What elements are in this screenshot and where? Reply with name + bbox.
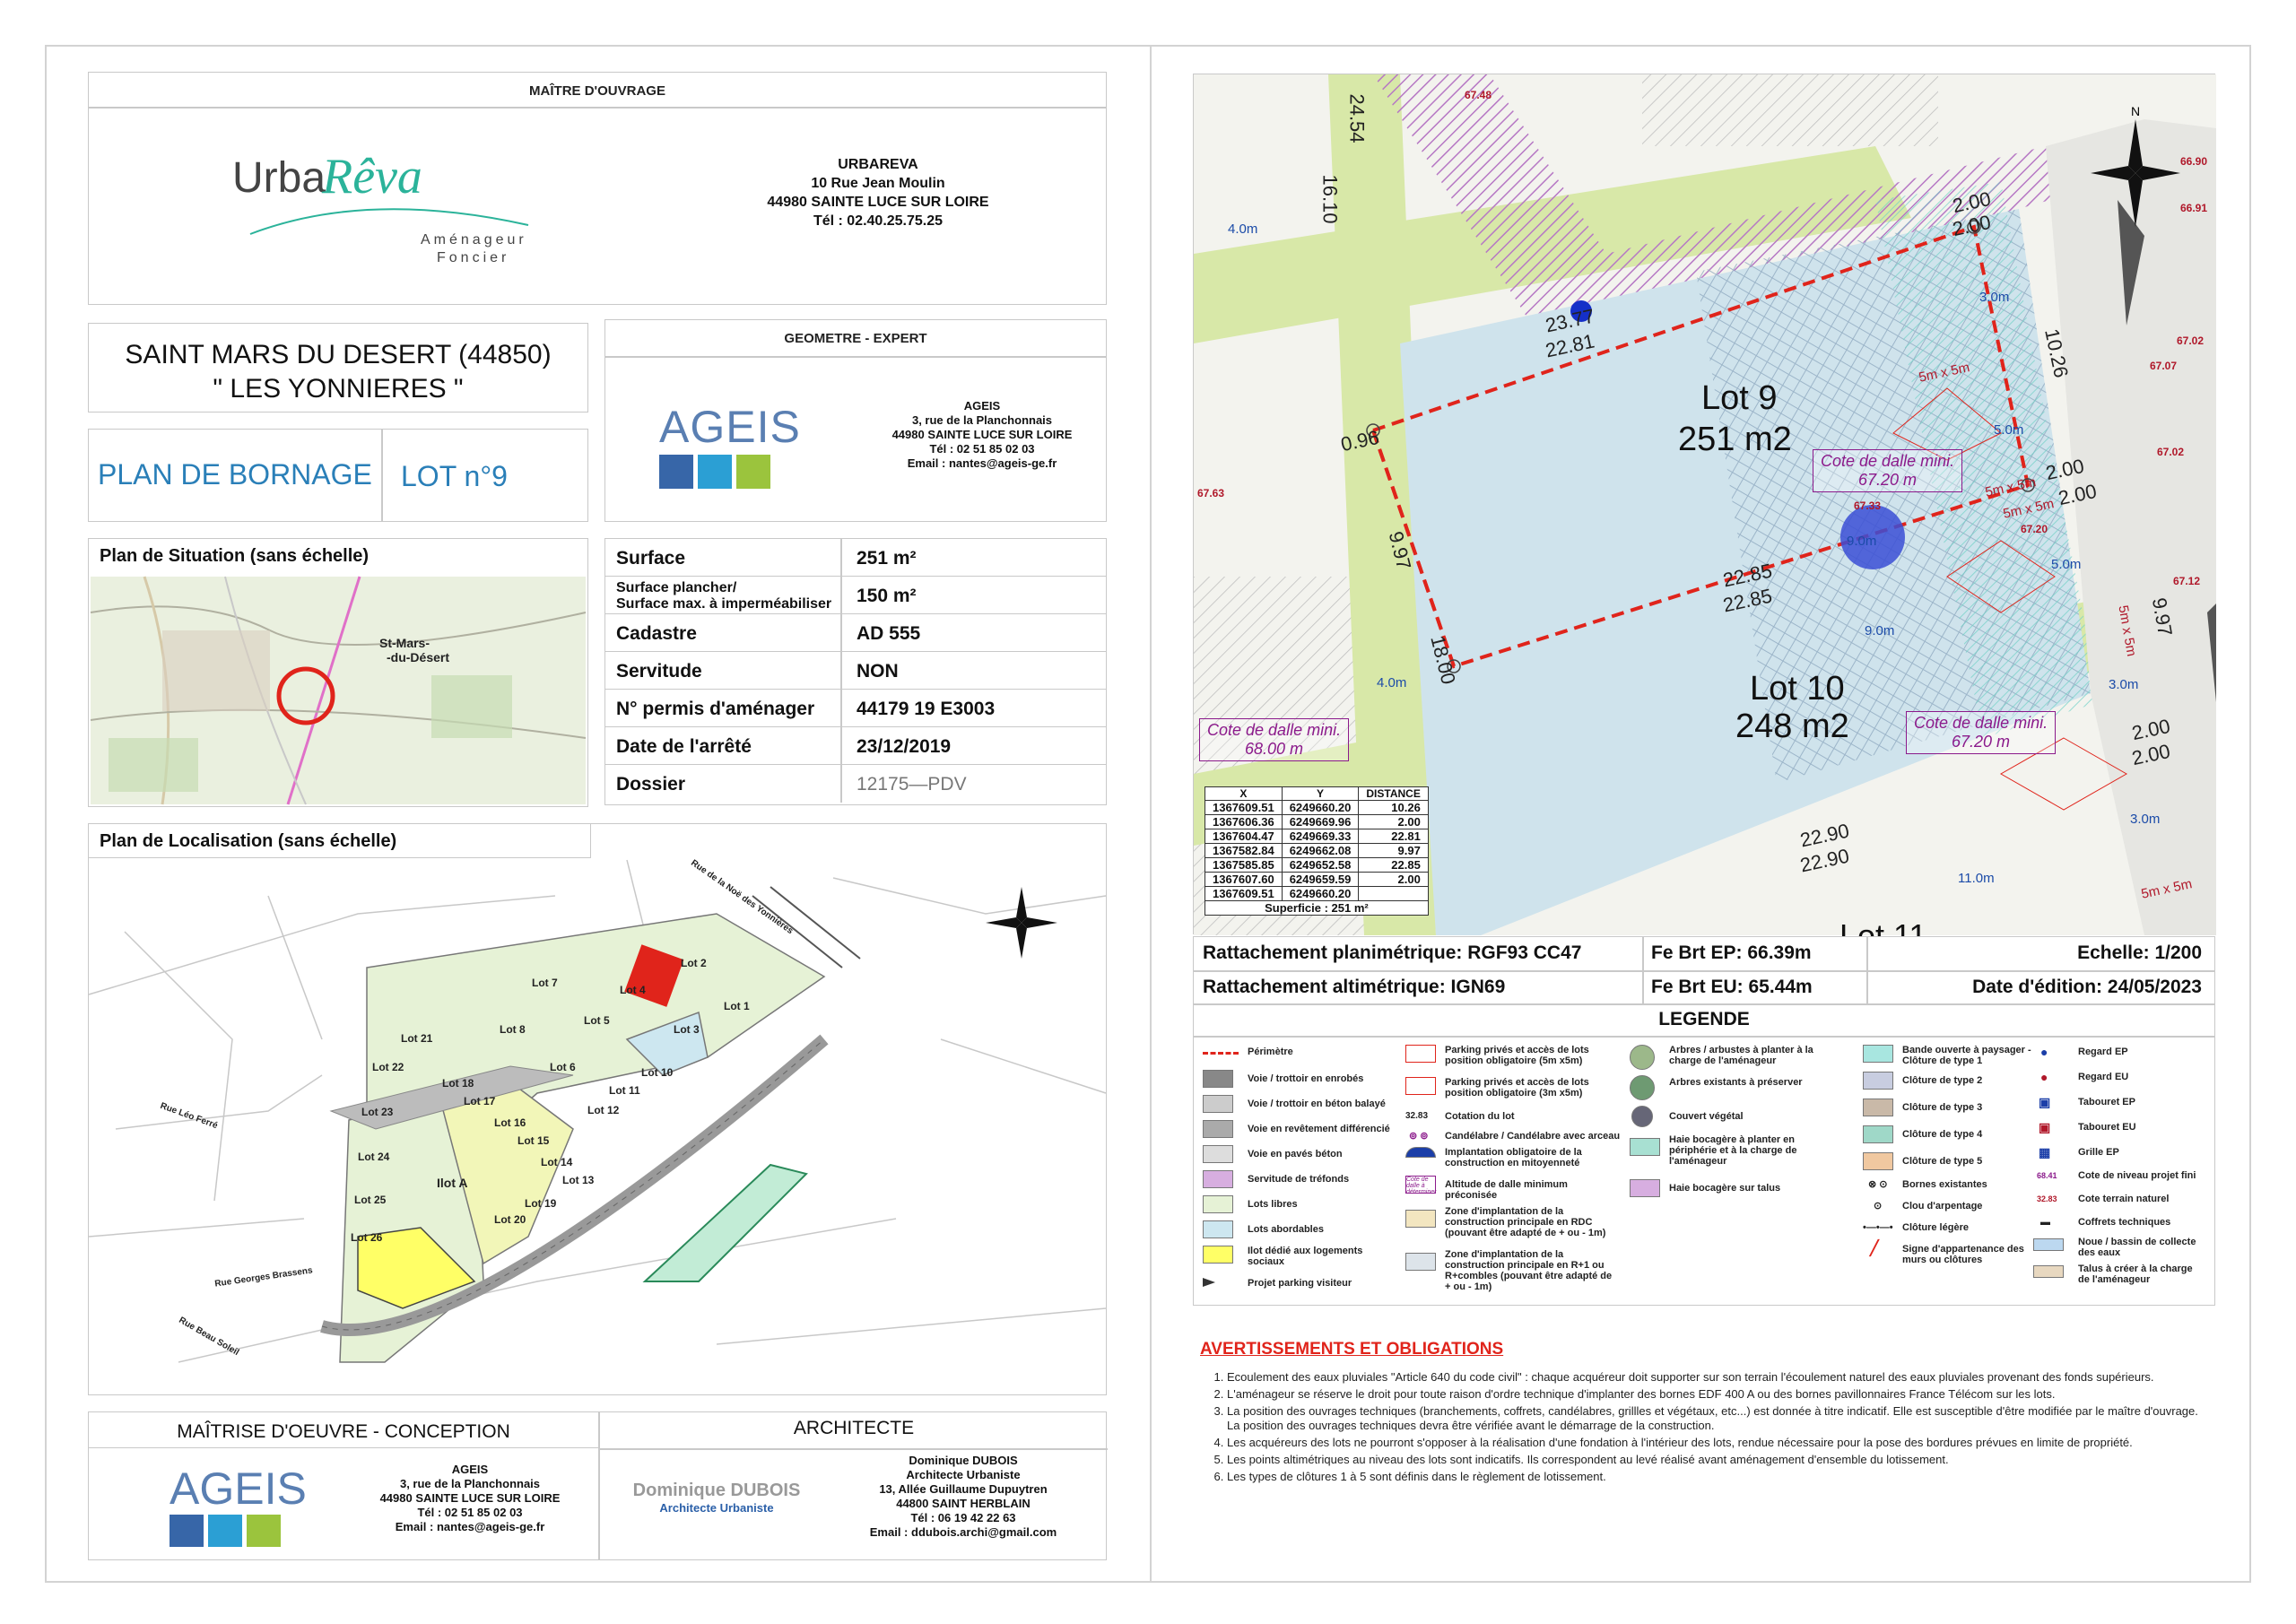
- town-label-2: -du-Désert: [387, 650, 450, 664]
- coord-dist: [1359, 887, 1428, 901]
- dim: 22.85: [1720, 584, 1774, 617]
- logo-sub1: Aménageur: [421, 232, 527, 248]
- moe-email: Email : nantes@ageis-ge.fr: [395, 1520, 545, 1533]
- coord-y: 6249669.33: [1282, 829, 1359, 844]
- moe-heading: MAÎTRISE D'OEUVRE - CONCEPTION: [177, 1421, 510, 1442]
- lot-label: Lot 16: [494, 1116, 526, 1129]
- avertissements: [1200, 1340, 2213, 1487]
- cote-label: Cote de dalle mini.: [1914, 714, 2048, 732]
- coord-x: 1367582.84: [1205, 844, 1283, 858]
- dim: 2.00: [1950, 210, 1993, 241]
- coords-table: [1205, 786, 1429, 916]
- rattachement-plani: Rattachement planimétrique: RGF93 CC47: [1203, 942, 1582, 963]
- info-row: [605, 765, 1106, 803]
- legend-code: 32.83: [2037, 1194, 2057, 1203]
- coord-y: 6249652.58: [1282, 858, 1359, 873]
- legend-item: Cote de niveau projet fini: [2078, 1170, 2196, 1181]
- coord-x: 1367585.85: [1205, 858, 1283, 873]
- info-value: NON: [857, 661, 899, 682]
- lot-label: Lot 4: [620, 984, 646, 996]
- small-dim: 5.0m: [1994, 422, 2024, 438]
- coord-dist: 2.00: [1359, 815, 1428, 829]
- lot-label: Lot 23: [361, 1106, 394, 1118]
- maitre-ouvrage-box: [88, 72, 1107, 305]
- level: 67.63: [1197, 487, 1225, 499]
- lot-label: Lot 3: [674, 1023, 700, 1036]
- coords-row: [1205, 844, 1429, 858]
- level: 67.12: [2173, 575, 2201, 587]
- ageis-logo: [659, 401, 801, 489]
- legend-item: Grille EP: [2078, 1147, 2119, 1158]
- legend-item: Voie / trottoir en béton balayé: [1248, 1099, 1386, 1109]
- legend-item: Lots libres: [1248, 1199, 1298, 1210]
- coord-x: 1367609.51: [1205, 801, 1283, 815]
- arch-title: Architecte Urbaniste: [906, 1468, 1021, 1481]
- arch-email: Email : ddubois.archi@gmail.com: [869, 1525, 1057, 1539]
- moe-logo-text: AGEIS: [170, 1463, 307, 1514]
- level: 66.91: [2180, 202, 2208, 214]
- level: 67.48: [1465, 89, 1492, 101]
- info-key: [616, 580, 831, 612]
- level: 67.07: [2150, 360, 2178, 372]
- legend-code: 32.83: [1405, 1111, 1429, 1121]
- coords-header: Y: [1282, 787, 1359, 801]
- echelle: Echelle: 1/200: [2077, 942, 2202, 963]
- dim: 16.10: [1318, 174, 1342, 224]
- legende-col4: Bande ouverte à paysager - Clôture de type 1 Clôture de type 2 Clôture de type 3 Clôture de type 4 Clôture de type 5 ⊗ ⊙ Bornes existantes ⊙ Clou d'arpentage •—•—• Clôture légère ╱ Signe d'appartenance des murs ou clôtures: [1863, 1045, 2042, 1305]
- legend-code: 68.41: [2037, 1171, 2057, 1180]
- legend-item: Périmètre: [1248, 1046, 1293, 1057]
- legend-cote-swatch: Cote de dalle à déterminer: [1406, 1177, 1437, 1195]
- small-dim: 4.0m: [1377, 675, 1407, 690]
- moe-addr1: 3, rue de la Planchonnais: [399, 1477, 541, 1490]
- info-key: N° permis d'aménager: [616, 699, 815, 719]
- coord-dist: 10.26: [1359, 801, 1428, 815]
- small-dim: 5m x 5m: [2139, 876, 2194, 902]
- legend-item: Bande ouverte à paysager - Clôture de type 1: [1902, 1045, 2031, 1066]
- lot-label: Lot 26: [351, 1231, 383, 1244]
- bornage-plan: [1193, 74, 2215, 934]
- dim: 2.00: [2056, 479, 2099, 510]
- coord-x: 1367607.60: [1205, 873, 1283, 887]
- legend-item: Talus à créer à la charge de l'aménageur: [2078, 1264, 2193, 1285]
- info-key: Surface: [616, 548, 686, 569]
- avertissement-item: 5. Les points altimétriques au niveau des lots sont indicatifs. Ils correspondent au levé réalisé avant aménagement d'ensemble du lotissement.: [1227, 1453, 2213, 1467]
- level: 67.20: [2021, 523, 2048, 535]
- lot-label: Lot 13: [562, 1174, 595, 1186]
- moe-logo: [170, 1463, 307, 1547]
- geometre-address: [865, 399, 1099, 471]
- legend-item: Haie bocagère à planter en périphérie et à la charge de l'aménageur: [1669, 1134, 1797, 1167]
- urbareva-logo: [232, 144, 573, 279]
- geo-tel: Tél : 02 51 85 02 03: [929, 442, 1035, 456]
- fe-eu: Fe Brt EU: 65.44m: [1651, 977, 1813, 997]
- moe-name: AGEIS: [451, 1463, 489, 1476]
- architecte-address: [833, 1454, 1093, 1540]
- dim: 0.96: [1338, 425, 1381, 456]
- dim: 2.00: [2129, 714, 2172, 745]
- legend-item: Coffrets techniques: [2078, 1217, 2171, 1228]
- moe-tel: Tél : 02 51 85 02 03: [417, 1506, 523, 1519]
- arch-addr1: 13, Allée Guillaume Dupuytren: [879, 1482, 1048, 1496]
- lot-label: Lot 10: [641, 1066, 674, 1079]
- lieu-title: " LES YONNIERES ": [213, 374, 464, 404]
- lot-label: Lot 5: [584, 1014, 610, 1027]
- legend-item: Couvert végétal: [1669, 1111, 1744, 1122]
- avertissement-item: 4. Les acquéreurs des lots ne pourront s'opposer à la réalisation d'une fondation à l'intérieur des lots, rendue nécessaire pour la pose des bordures prévues en limite de propriété.: [1227, 1436, 2213, 1450]
- rattachement-box: [1193, 936, 2215, 1004]
- legende-box: [1193, 1004, 2215, 1306]
- avertissement-item: 1. Ecoulement des eaux pluviales "Article 640 du code civil" : chaque acquéreur doit supporter sur son terrain l'écoulement naturel des eaux pluviales provenant des fonds supérieurs.: [1227, 1370, 2213, 1385]
- street-label: Rue de la Noë des Yonnières: [689, 857, 796, 937]
- legend-item: Clôture de type 2: [1902, 1075, 1983, 1086]
- dim: 22.90: [1797, 844, 1851, 877]
- legend-item: Voie / trottoir en enrobés: [1248, 1073, 1364, 1084]
- small-dim: 3.0m: [2109, 677, 2139, 692]
- legend-item: Voie en pavés béton: [1248, 1149, 1343, 1159]
- lot-label: Lot 11: [609, 1084, 640, 1097]
- moe-address: [358, 1463, 582, 1534]
- coords-row: [1205, 801, 1429, 815]
- architecte-logo-sub: Architecte Urbaniste: [659, 1501, 774, 1515]
- info-value: 44179 19 E3003: [857, 699, 996, 719]
- situation-box: [88, 538, 588, 807]
- svg-text:N: N: [2130, 104, 2141, 118]
- dim: 22.81: [1543, 329, 1596, 362]
- info-key: Date de l'arrêté: [616, 736, 752, 757]
- legende-col1: [1203, 1045, 1400, 1305]
- legend-item: Parking privés et accès de lots position obligatoire (3m x5m): [1445, 1077, 1589, 1099]
- small-dim: 11.0m: [1958, 871, 1995, 886]
- legend-item: Parking privés et accès de lots position obligatoire (5m x5m): [1445, 1045, 1589, 1066]
- street-label: Rue Léo Ferré: [159, 1100, 220, 1132]
- legend-item: Clôture de type 5: [1902, 1156, 1983, 1167]
- coord-y: 6249669.96: [1282, 815, 1359, 829]
- small-dim: 5.0m: [2051, 557, 2082, 572]
- legende-title: LEGENDE: [1658, 1009, 1750, 1029]
- legend-item: Zone d'implantation de la construction principale en RDC (pouvant être adapté de + ou - 1m): [1445, 1206, 1606, 1238]
- legend-item: Arbres existants à préserver: [1669, 1077, 1803, 1088]
- geo-name: AGEIS: [963, 399, 1001, 413]
- lot-label: Lot 24: [358, 1151, 390, 1163]
- lot10-name: Lot 10: [1750, 670, 1845, 708]
- lot-label: Lot 15: [517, 1134, 550, 1147]
- mo-tel: Tél : 02.40.25.75.25: [813, 213, 944, 229]
- lot9-name: Lot 9: [1701, 379, 1778, 417]
- dim: 2.00: [2043, 454, 2086, 485]
- maitre-ouvrage-address: [717, 155, 1039, 230]
- lot-title: LOT n°9: [401, 460, 508, 492]
- small-dim: 3.0m: [2130, 812, 2161, 827]
- lot-label: Lot 20: [494, 1213, 526, 1226]
- lot-label: Lot 18: [442, 1077, 474, 1090]
- level: 66.90: [2180, 155, 2208, 168]
- coords-header: X: [1205, 787, 1283, 801]
- small-dim: 5m x 5m: [2001, 496, 2056, 522]
- lot-label: Lot 8: [500, 1023, 526, 1036]
- info-key: Dossier: [616, 774, 686, 795]
- legend-item: Clôture légère: [1902, 1222, 1969, 1233]
- coord-dist: 22.85: [1359, 858, 1428, 873]
- cote-label: Cote de dalle mini.: [1207, 721, 1342, 739]
- situation-map-svg: [91, 577, 586, 804]
- coords-row: [1205, 887, 1429, 901]
- legend-item: Tabouret EU: [2078, 1122, 2136, 1133]
- coord-dist: 22.81: [1359, 829, 1428, 844]
- info-row: [605, 727, 1106, 765]
- info-row: [605, 614, 1106, 652]
- avertissement-item: 3. La position des ouvrages techniques (branchements, coffrets, candélabres, grillles et végétaux, etc...) est donnée à titre indicatif. Elle est susceptible d'être modifiée par le maître d'ouvrage. La position des ouvrages techniques devra être vérifiée avant le démarrage de la construction.: [1227, 1404, 2213, 1433]
- situation-title: Plan de Situation (sans échelle): [100, 546, 370, 566]
- arch-addr2: 44800 SAINT HERBLAIN: [896, 1497, 1031, 1510]
- coords-row: [1205, 873, 1429, 887]
- legend-item: Arbres / arbustes à planter à la charge de l'aménageur: [1669, 1045, 1813, 1066]
- plan-title: PLAN DE BORNAGE: [98, 458, 372, 491]
- legend-item: Servitude de tréfonds: [1248, 1174, 1350, 1185]
- info-row: [605, 539, 1106, 577]
- level: 67.02: [2177, 334, 2205, 347]
- legend-item: Zone d'implantation de la construction principale en R+1 ou R+combles (pouvant être adapté de + ou - 1m): [1445, 1249, 1613, 1292]
- small-dim: 5m x 5m: [1917, 360, 1971, 386]
- dim: 2.00: [1950, 187, 1993, 218]
- lot10-area: 248 m2: [1735, 708, 1849, 745]
- legend-item: Altitude de dalle minimum préconisée: [1445, 1179, 1568, 1201]
- moe-addr2: 44980 SAINTE LUCE SUR LOIRE: [379, 1491, 561, 1505]
- info-value: 150 m²: [857, 586, 917, 606]
- coords-row: [1205, 815, 1429, 829]
- small-dim: 9.0m: [1847, 534, 1877, 549]
- lot-label: Lot 7: [532, 977, 558, 989]
- legende-col3: [1630, 1045, 1827, 1305]
- legend-item: Tabouret EP: [2078, 1097, 2135, 1107]
- coord-y: 6249662.08: [1282, 844, 1359, 858]
- avertissements-title: AVERTISSEMENTS ET OBLIGATIONS: [1200, 1340, 1504, 1359]
- info-value: 23/12/2019: [857, 736, 952, 757]
- lot9-area: 251 m2: [1678, 421, 1792, 458]
- lot-label: Lot 1: [724, 1000, 750, 1012]
- legend-item: Candélabre / Candélabre avec arceau: [1445, 1131, 1621, 1142]
- lot-label: Lot 12: [587, 1104, 620, 1116]
- dim: 18.00: [1426, 633, 1460, 687]
- dim: 10.26: [2040, 326, 2073, 380]
- logo-sub2: Foncier: [437, 250, 510, 265]
- coord-y: 6249660.20: [1282, 801, 1359, 815]
- coord-y: 6249660.20: [1282, 887, 1359, 901]
- info-key-line2: Surface max. à imperméabiliser: [616, 596, 832, 612]
- coord-x: 1367606.36: [1205, 815, 1283, 829]
- small-dim: 5m x 5m: [2115, 604, 2140, 658]
- dim: 9.97: [1384, 529, 1416, 572]
- commune-title: SAINT MARS DU DESERT (44850): [125, 340, 552, 369]
- mo-addr1: 10 Rue Jean Moulin: [811, 176, 945, 191]
- geometre-box: [604, 319, 1107, 522]
- info-key: Servitude: [616, 661, 702, 682]
- town-label-1: St-Mars-: [379, 636, 430, 650]
- coords-header: DISTANCE: [1359, 787, 1428, 801]
- legend-item: Cotation du lot: [1445, 1111, 1515, 1122]
- coord-dist: 2.00: [1359, 873, 1428, 887]
- cote-value: 67.20 m: [1952, 733, 2011, 751]
- page-divider: [1150, 45, 1152, 1583]
- info-value: 251 m²: [857, 548, 917, 569]
- level: 67.33: [1854, 499, 1882, 512]
- situation-map: [91, 577, 586, 804]
- coords-row: [1205, 829, 1429, 844]
- avertissement-item: 2. L'aménageur se réserve le droit pour toute raison d'ordre technique d'implanter des bornes EDF 400 A ou des bornes pavillonnaires France Télécom sur les lots.: [1227, 1387, 2213, 1402]
- dim: 2.00: [2129, 739, 2172, 770]
- maitre-ouvrage-heading: MAÎTRE D'OUVRAGE: [529, 83, 665, 99]
- street-label: Rue Beau Soleil: [177, 1315, 241, 1359]
- cote-label: Cote de dalle mini.: [1821, 452, 1955, 470]
- legend-item: Clôture de type 4: [1902, 1129, 1983, 1140]
- legend-item: Voie en revêtement différencié: [1248, 1124, 1390, 1134]
- legend-item: Clou d'arpentage: [1902, 1201, 1983, 1211]
- coords-footer: Superficie : 251 m²: [1205, 901, 1429, 916]
- info-value: 12175—PDV: [857, 774, 967, 795]
- legend-item: Signe d'appartenance des murs ou clôtures: [1902, 1244, 2024, 1265]
- legend-item: Regard EP: [2078, 1046, 2128, 1057]
- info-table: [604, 538, 1107, 805]
- lot-label: Ilot A: [437, 1176, 468, 1190]
- lot-label: Lot 21: [401, 1032, 433, 1045]
- info-value: AD 555: [857, 623, 921, 644]
- cote-value: 68.00 m: [1245, 740, 1304, 758]
- legend-item: Cote terrain naturel: [2078, 1194, 2170, 1204]
- coords-row: [1205, 858, 1429, 873]
- lot-label: Lot 6: [550, 1061, 576, 1073]
- legend-item: Haie bocagère sur talus: [1669, 1183, 1781, 1194]
- logo-main: Urba: [232, 154, 326, 202]
- legend-item: Bornes existantes: [1902, 1179, 1987, 1190]
- mo-addr2: 44980 SAINTE LUCE SUR LOIRE: [767, 195, 989, 210]
- commune-box: [88, 323, 588, 413]
- legend-item: Projet parking visiteur: [1248, 1278, 1352, 1289]
- coord-x: 1367609.51: [1205, 887, 1283, 901]
- date-edition: Date d'édition: 24/05/2023: [1972, 977, 2202, 997]
- level: 67.02: [2157, 446, 2185, 458]
- info-row: [605, 690, 1106, 727]
- localisation-title: Plan de Localisation (sans échelle): [100, 831, 397, 851]
- coord-dist: 9.97: [1359, 844, 1428, 858]
- legend-item: Lots abordables: [1248, 1224, 1324, 1235]
- lot-label: Lot 14: [541, 1156, 573, 1168]
- geo-addr2: 44980 SAINTE LUCE SUR LOIRE: [891, 428, 1073, 441]
- localisation-box: [88, 823, 1107, 1395]
- legend-item: Noue / bassin de collecte des eaux: [2078, 1237, 2196, 1258]
- logo-accent: Rêva: [322, 149, 422, 204]
- info-row: [605, 577, 1106, 614]
- geo-addr1: 3, rue de la Planchonnais: [911, 413, 1053, 427]
- small-dim: 3.0m: [1979, 290, 2010, 305]
- small-dim: 4.0m: [1228, 221, 1258, 237]
- lot-label: Lot 2: [681, 957, 707, 969]
- street-label: Rue Georges Brassens: [213, 1265, 314, 1290]
- lot-label: Lot 22: [372, 1061, 404, 1073]
- moe-box: [88, 1411, 1107, 1560]
- architecte-heading: ARCHITECTE: [793, 1418, 915, 1438]
- lot-labels: [89, 824, 1106, 1394]
- legend-item: Clôture de type 3: [1902, 1102, 1983, 1113]
- dim: 23.77: [1543, 304, 1596, 337]
- avertissement-item: 6. Les types de clôtures 1 à 5 sont définis dans le règlement de lotissement.: [1227, 1470, 2213, 1484]
- legende-col2: Parking privés et accès de lots position obligatoire (5m x5m) Parking privés et accès de lots position obligatoire (3m x5m) 32.83 Cotation du lot ⊚ ⊚ Candélabre / Candélabre avec arceau Implantation obligatoire de la construction en mitoyenneté Cote de dalle à déterminer Altitude de dalle minimum préconisée Zone d'implantation de la construction principale en RDC (pouvant être adapté de + ou - 1m) Zone d'implantation de la construction principale en R+1 ou R+combles (pouvant être adapté de + ou - 1m): [1405, 1045, 1621, 1292]
- ageis-logo-text: AGEIS: [659, 402, 801, 452]
- mo-name: URBAREVA: [838, 157, 918, 172]
- lot-label: Lot 19: [525, 1197, 557, 1210]
- geometre-heading: GEOMETRE - EXPERT: [784, 331, 927, 346]
- rattachement-alti: Rattachement altimétrique: IGN69: [1203, 977, 1506, 997]
- architecte-logo-name: Dominique DUBOIS: [632, 1481, 801, 1500]
- arch-tel: Tél : 06 19 42 22 63: [910, 1511, 1016, 1524]
- coord-y: 6249659.59: [1282, 873, 1359, 887]
- dim: 9.97: [2147, 595, 2177, 638]
- architecte-logo: [618, 1481, 815, 1515]
- dim: 24.54: [1345, 93, 1369, 143]
- info-key-line1: Surface plancher/: [616, 580, 737, 595]
- info-key: Cadastre: [616, 623, 697, 644]
- lot-label: Lot 17: [464, 1095, 496, 1107]
- dim: 22.85: [1720, 559, 1774, 592]
- legende-col5: ● Regard EP ● Regard EU ▣ Tabouret EP ▣ Tabouret EU ▦ Grille EP 68.41 Cote de niveau projet fini 32.83 Cote terrain naturel ▬ Coffrets techniques Noue / bassin de collecte des eaux Talus à créer à la charge de l'aménageur: [2033, 1045, 2213, 1305]
- small-dim: 9.0m: [1865, 623, 1895, 638]
- legend-item: Implantation obligatoire de la construction en mitoyenneté: [1445, 1147, 1582, 1168]
- legend-item: Regard EU: [2078, 1072, 2129, 1082]
- geo-email: Email : nantes@ageis-ge.fr: [907, 456, 1057, 470]
- legend-item: Ilot dédié aux logements sociaux: [1248, 1246, 1363, 1267]
- cote-value: 67.20 m: [1858, 471, 1918, 489]
- arch-name: Dominique DUBOIS: [909, 1454, 1018, 1467]
- coord-x: 1367604.47: [1205, 829, 1283, 844]
- small-dim: 5m x 5m: [1983, 474, 2038, 500]
- dim: 22.90: [1797, 819, 1851, 852]
- lot-label: Lot 25: [354, 1194, 387, 1206]
- plan-title-box: [88, 429, 588, 522]
- info-row: [605, 652, 1106, 690]
- fe-ep: Fe Brt EP: 66.39m: [1651, 942, 1812, 963]
